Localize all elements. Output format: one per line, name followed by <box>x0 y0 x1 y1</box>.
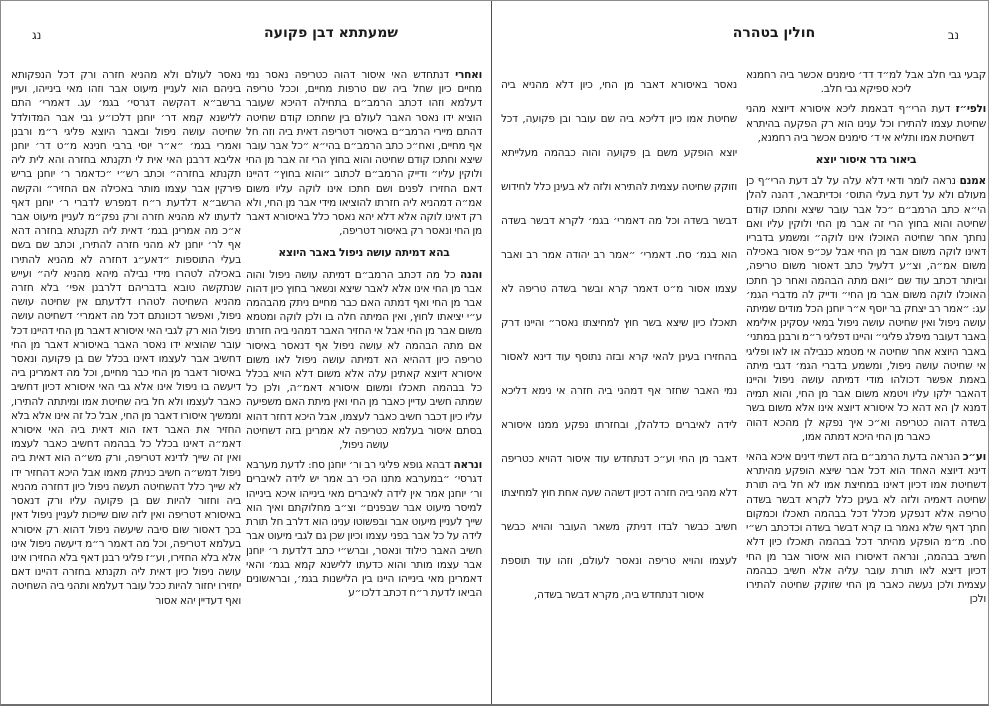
right-page-inner-column <box>501 68 737 668</box>
page-divider <box>491 1 492 706</box>
paragraph-continuation <box>746 68 986 96</box>
paragraph-lead-word: ולפי״ז <box>955 103 986 116</box>
paragraph-lead-word: ונראה <box>453 459 482 472</box>
page-number-left: נג <box>32 28 42 42</box>
paragraph <box>746 174 986 444</box>
paragraph-text: כל מה דכתב הרמב״ם דמיתה עושה ניפול והוה אבר מן החי אינו אלא לאבר שיצא ונשאר בחוץ כיון דהוה אבר מן החי ואף דמתה האם כבר מחיים ניתק מהבהמה ע״י יציאתו לחוץ, ואין המיתה חלה בו ולכן לוקה ומטמא משום אבר מן החי אבל אי החזיר האבר דמהני ביה חזרתו אם מתה הבהמה לא עושה ניפול אף דנאסר באיסור טריפה כיון דההיא הא דמיתה עושה ניפול לאו משום איסורא דיוצא קאתינן עלה אלא משום דלא הויא בכלל כל בבהמה תאכלו ומשום איסורא דאמ״ה, ולכן כל שמתה חשיב עדיין כאבר מן החי ואין מיתת האם משפיעה עליו כיון דכבר חשיב כאבר לעצמו, אבל היכא דחזר דהוא בסתם איסור בעלמא כטריפה לא אמרינן בזה דשחיטה עושה ניפול, <box>246 268 482 452</box>
paragraph <box>246 458 482 600</box>
left-page-inner-column <box>246 68 482 668</box>
page-right <box>492 1 989 706</box>
paragraph <box>746 450 986 606</box>
left-page-outer-column <box>11 68 241 668</box>
paragraph-lead-word: אמנם <box>959 175 986 188</box>
paragraph-continuation <box>11 68 241 608</box>
paragraph-lead-word: וע״כ <box>962 451 986 464</box>
page-title-right: חולין בטהרה <box>732 25 816 41</box>
section-heading: ביאור גדר איסור יוצא <box>815 153 917 167</box>
page-title-left: שמעתתא דבן פקועה <box>264 25 398 41</box>
paragraph-text: נאסר באיסורא דאבר מן החי, כיון דלא מהניא ביה שחיטת אמו כיון דליכא ביה שם עובר ובן פקועה, דכל יוצא הופקע משם בן פקועה והוה כבהמה מעלייתא וזוקק שחיטה עצמית להתירא ולזה לא בעינן כלל לחידוש דבשר בשדה וכל מה דאמרי׳ בגמ׳ לקרא דבשר בשדה הוא בגמ׳ סח. דאמרי׳ ״אמר רב יהודה אמר רב ואבר עצמו אסור מ״ט דאמר קרא ובשר בשדה טריפה לא תאכלו כיון שיצא בשר חוץ למחיצתו נאסר״ והיינו דרק בהחזירו בעינן להאי קרא ובזה נתוסף עוד דינא לאסור נמי האבר שחזר אף דמהני ביה חזרה אי נימא דליכא לידה לאיברים כדלהלן, ובחזרתו נפקע ממנו איסורא דאבר מן החי וע״כ דנתחדש עוד איסור דהויא כטריפה דלא מהני ביה חזרה דכיון דשהה שעה אחת חוץ למחיצתו חשיב כבשר לבדו דניתק משאר העובר והויא כבשר לעצמו והויא טריפה ונאסר לעולם, וזהו עוד תוספת איסור דנתחדש ביה, מקרא דבשר בשדה, <box>501 79 737 601</box>
paragraph <box>746 102 986 145</box>
section-heading: בהא דמיתה עושה ניפול באבר היוצא <box>278 246 450 260</box>
paragraph-text: דנתחדש האי איסור דהוה כטריפה נאסר נמי מחיים כיון שחל ביה שם טרפות מחיים, וככל טריפה דעלמא וזהו דכתב הרמב״ם בתחילה דהיכא שעובר הוציא ידו נאסר האבר לעולם בין שחתכו קודם שחיטה דהתם מיירי הרמב״ם באיסור דטריפה דאית ביה וזה חל אף מחיים, ואח״כ כתב הרמב״ם בהי״א ״כל אבר עובר שיצא וחתכו קודם שחיטה והוא בחוץ הרי זה אבר מן החי ולוקין עליו״ ודייק הרמב״ם לכתוב ״והוא בחוץ״ דהיינו דאם החזירו לפנים ושם חתכו אינו לוקה עליו משום אמ״ה דמהניא ליה חזרתו להוציאו מידי אבר מן החי, ולא רק דאינו לוקה אלא דלא יהא נאסר כלל באיסורא דאבר מן החי ונאסר רק באיסור דטריפה, <box>246 69 482 238</box>
paragraph-text: דעת הרי״ף דבאמת ליכא איסורא דיוצא מהני שחיטת עצמו להתירו וכל ענינו הוא רק הפקעה בהיתרא דשחיטת אמו ותליא אי ד׳ סימנים אכשר ביה רחמנא, <box>746 103 986 144</box>
paragraph <box>246 268 482 453</box>
paragraph-lead-word: ואחרי <box>455 69 482 81</box>
paragraph-text: הנראה בדעת הרמב״ם בזה דשתי דינים איכא בהאי דינא דיוצא האחד הוא דכל אבר שיצא הופקע מהיתרא דשחיטת אמו דכיון דאינו במחיצת אמו לא חל ביה תורת שחיטה דאמיה ולזה לא בעינן כלל לקרא דבשר בשדה טריפה אלא דנפקע מכלל דכל בבהמה תאכלו וכמקום חתך דאף שלא נאמר בו קרא דבשר בשדה וכדכתב רש״י סח. מ״מ הופקע מהיתר דכל בבהמה תאכלו כיון דלא חשיב בבהמה, ונראה דאיסורו הוא איסור אבר מן החי דכיון דיצא לאו תורת עובר עליה אלא חשיב כבהמה עצמית ולכן נעשה כאבר מן החי שזוקק שחיטה להתירו ולכן <box>746 451 986 606</box>
paragraph-continuation <box>501 68 737 612</box>
paragraph-text: נראה לומר ודאי דלא עלה על לב דעת הרי״ף כן מעולם ולא על דעת בעלי התוס׳ וכדיתבאר, דהנה להלן הי״א כתב הרמב״ם ״כל אבר עובר שיצא וחתכו קודם שחיטה והוא בחוץ הרי זה אבר מן החי ולוקין עליו ואם נחתך אחר שחיטה האוכלו אינו לוקה״ ומשמע בדבריו דאינו לוקה משום אבר מן החי אבל עכ״פ אסור באכילה משום אמ״ה, וצ״ע דלעיל כתב דאסור משום טריפה, וביותר דכתב עוד שם ״ואם מתה הבהמה ואחר כך חתכו האוכלו לוקה משום אבר מן החי״ ודייק לה מדברי הגמ׳ עג: ״אמר רב יצחק בר יוסף א״ר יוחנן הכל מודים שמיתה עושה ניפול ואין שחיטה עושה ניפול במאי עסקינן אילימא באבר דעובר מיפלג פליגי״ והיינו דפליגי ר״מ ורבנן במתני׳ באבר היוצא אחר שחיטה אי מטמא כנבילה או לאו ופליגי אי שחיטה עושה ניפול, ומשמע בדברי הגמ׳ דגבי מיתה באמת אפשר דכולהו מודי דמיתה עושה ניפול והיינו דהאבר ילקו עליו ויטמא משום אבר מן החי, והוא תמיה דמנא לן הא דהא כל איסורא דיוצא אינו אלא משום בשר בשדה דהוה כטריפה וא״כ איך נפקא לן מהכא דהוה כאבר מן החי היכא דמתה אמו, <box>746 175 986 443</box>
page-left <box>1 1 491 706</box>
paragraph-lead-word: והנה <box>460 268 482 281</box>
page-number-right: נב <box>947 28 959 42</box>
right-page-outer-column <box>746 68 986 668</box>
paragraph-text: קבעי גבי חלב אבל למ״ד דד׳ סימנים אכשר ביה רחמנא ליכא ספיקא גבי חלב. <box>746 69 986 96</box>
paragraph-text: דבהא גופא פליגי רב ור׳ יוחנן סח: לדעת מערבא דגרסי׳ ״במערבא מתנו הכי רב אמר יש לידה לאיברים ור׳ יוחנן אמר אין לידה לאיברים מאי בינייהו איכא בינייהו למיסר מיעוט אבר שבפנים״ וצ״ב מחלוקתם ואיך הוא שייך לעניין מיעוט אבר ובפשוטו ענינו הוא דלרב חל תורת לידה על כל אבר בפני עצמו וכיון שכן גם לגבי מיעוט אבר חשיב האבר כילוד ונאסר, וברש״י כתב דלדעת ר׳ יוחנן אבר עצמו מותר והוא כדעתו ללישנא קמא בגמ׳ והאי דאמרינן מאי בינייהו היינו בין הלישנות בגמ׳, ובראשונים הביאו לדעת ר״ח דכתב דלכו״ע <box>246 459 482 600</box>
paragraph-text: נאסר לעולם ולא מהניא חזרה ורק דכל הנפקותא ביניהם הוא לעניין מיעוט אבר וזהו מאי בינייהו, ועיין ברשב״א דהקשה דגרסי׳ בגמ׳ עג. דאמרי׳ התם ללישנא קמא דר׳ יוחנן דלכו״ע גבי אבר המדולדל שחיטה עושה ניפול ובאבר היוצא פליגי ר״מ ורבנן ואמרי בגמ׳ ״א״ר יוסי ברבי חנינא מ״ט דר׳ יוחנן אליבא דרבנן האי אית לי תקנתא בחזרה והא לית ליה תקנתא בחזרה״ וכתב רש״י ״כדאמר ר׳ יוחנן בריש פירקין אבר עצמו מותר באכילה אם החזיר״ והקשה הרשב״א דלדעת ר״ח דמפרש לדברי ר׳ יוחנן דאף לדעתו לא מהניא חזרה ורק נפק״מ לעניין מיעוט אבר א״כ מה אמרינן בגמ׳ דאית ליה תקנתא בחזרה דהא אף לר׳ יוחנן לא מהני חזרה להתירו, וכתב שם בשם בעלי התוספות ״דאע״ג דחזרה לא מהניא להתירו באכילה לטהרו מידי נבילה מיהא מהניא ליה״ ועייש שנתקשה טובא בדבריהם דלרבנן אפי׳ בלא חזרה מהניא השחיטה לטהרו דלדעתם אין שחיטה עושה ניפול, ואפשר דכוונתם דכל מה דאמרי׳ דשחיטה עושה ניפול הוא רק לגבי האי איסורא דאבר מן החי דהיינו דכל עובר שהוציא ידו נאסר האבר באיסורא דאבר מן החי דחשיב אבר לעצמו דאינו בכלל שם בן פקועה ונאסר באיסור דאבר מן החי כבר מחיים, וכל מה דאמרינן ביה דיעשה בו ניפול אינו אלא גבי האי איסורא דכיון דחשיב כאבר לעצמו ולא חל ביה שחיטת אמו ומיתתה להתירו, וממשיך איסורו דאבר מן החי, אבל כל זה אינו אלא בלא החזיר את האבר דאז הוא דאית ביה האי איסורא דאמ״ה דאינו בכלל כל בבהמה דחשיב כאבר לעצמו ואין זה שייך לדינא דטריפה, ורק מש״ה הוא דאית ביה ניפול דמש״ה חשיב כניתק מאמו אבל היכא דהחזיר ידו לא שייך כלל דהשחיטה תעשה ניפול כיון דחזרה מהניא ביה וחזור להיות שם בן פקועה עליו ורק דנאסר באיסורא דטריפה ואין לזה שום שייכות לעניין ניפול דאין בכך דאסור שום סיבה שיעשה ניפול דהוא רק איסורא בעלמא דטריפה, וכל מה דאמר ר״מ דיעשה ניפול אינו אלא בלא החזירו, וע״ז פליגי רבנן דאף בלא החזירו אינו עושה ניפול כיון דאית ליה תקנתא בחזרה דהיינו דאם יחזירו יחזור להיות ככל עובר דעלמא ותהני ביה השחיטה ואף דעדיין יהא אסור <box>11 69 241 607</box>
paragraph <box>246 68 482 238</box>
